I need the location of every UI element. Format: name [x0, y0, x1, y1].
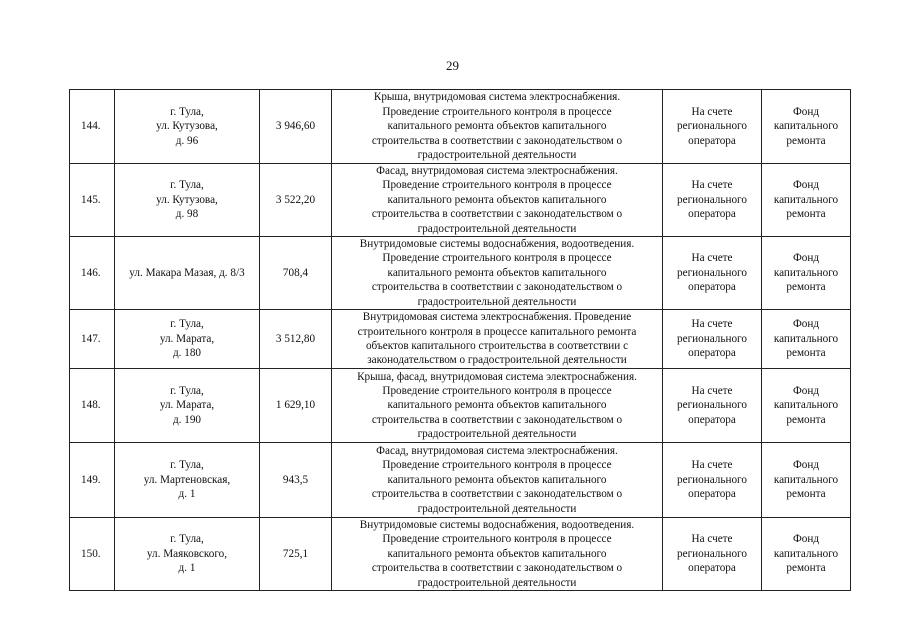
address-cell-line: д. 96 [175, 134, 199, 147]
work-description-cell-line: капитального ремонта объектов капитального [387, 120, 607, 133]
table-row [70, 310, 851, 369]
account-cell-line: регионального [677, 473, 747, 486]
address-cell-line: д. 180 [172, 347, 202, 360]
cost-cell: 3 522,20 [260, 164, 332, 237]
work-description-cell-line: капитального ремонта объектов капитального [387, 266, 607, 279]
funding-source-cell [762, 237, 851, 310]
account-cell-line: оператора [688, 562, 736, 575]
funding-source-cell-line: капитального [773, 399, 839, 412]
address-cell-line: д. 190 [172, 413, 202, 426]
work-description-cell-line: Внутридомовые системы водоснабжения, водоотведения. [359, 519, 635, 532]
work-description-cell-line: градостроительной деятельности [417, 222, 577, 235]
address-cell-line: д. 1 [178, 488, 196, 501]
account-cell [663, 237, 762, 310]
funding-source-cell [762, 164, 851, 237]
funding-source-cell-line: ремонта [786, 347, 826, 360]
address-cell [115, 237, 260, 310]
row-number: 147. [70, 310, 115, 369]
funding-source-cell-line: Фонд [792, 459, 820, 472]
funding-source-cell-line: ремонта [786, 134, 826, 147]
account-cell-line: оператора [688, 208, 736, 221]
row-number: 145. [70, 164, 115, 237]
cost-cell: 725,1 [260, 518, 332, 591]
address-cell-line: г. Тула, [170, 105, 204, 118]
work-description-cell-line: строительства в соответствии с законодательством о [371, 562, 623, 575]
account-cell-line: На счете [691, 252, 733, 265]
address-cell-line: ул. Кутузова, [156, 120, 218, 133]
cost-cell: 708,4 [260, 237, 332, 310]
funding-source-cell-line: Фонд [792, 384, 820, 397]
work-description-cell-line: капитального ремонта объектов капитального [387, 547, 607, 560]
account-cell-line: регионального [677, 547, 747, 560]
funding-source-cell-line: капитального [773, 473, 839, 486]
address-cell-line: ул. Маяковского, [146, 547, 228, 560]
table-body [70, 90, 851, 591]
account-cell [663, 369, 762, 443]
account-cell [663, 518, 762, 591]
funding-source-cell [762, 369, 851, 443]
cost-cell: 3 512,80 [260, 310, 332, 369]
page-number: 29 [446, 58, 459, 73]
work-description-cell-line: строительства в соответствии с законодательством о [371, 488, 623, 501]
work-description-cell [332, 443, 663, 518]
account-cell-line: На счете [691, 459, 733, 472]
work-description-cell-line: Внутридомовая система электроснабжения. Проведение [362, 311, 632, 324]
table-row [70, 237, 851, 310]
table-row [70, 369, 851, 443]
account-cell-line: регионального [677, 332, 747, 345]
funding-source-cell-line: ремонта [786, 488, 826, 501]
account-cell-line: оператора [688, 413, 736, 426]
address-cell [115, 90, 260, 164]
funding-source-cell-line: Фонд [792, 179, 820, 192]
table-row [70, 443, 851, 518]
funding-source-cell-line: Фонд [792, 318, 820, 331]
funding-source-cell-line: Фонд [792, 533, 820, 546]
cost-cell: 3 946,60 [260, 90, 332, 164]
row-number: 148. [70, 369, 115, 443]
address-cell-line: г. Тула, [170, 459, 204, 472]
work-description-cell [332, 164, 663, 237]
work-description-cell-line: Проведение строительного контроля в процессе [382, 105, 612, 118]
address-cell-line: г. Тула, [170, 533, 204, 546]
funding-source-cell-line: капитального [773, 120, 839, 133]
row-number: 146. [70, 237, 115, 310]
cost-cell: 1 629,10 [260, 369, 332, 443]
address-cell-line: г. Тула, [170, 318, 204, 331]
work-description-cell-line: Фасад, внутридомовая система электроснабжения. [376, 445, 618, 458]
account-cell [663, 443, 762, 518]
work-description-cell-line: капитального ремонта объектов капитального [387, 399, 607, 412]
work-description-cell-line: капитального ремонта объектов капитального [387, 473, 607, 486]
work-description-cell-line: строительства в соответствии с законодательством о [371, 281, 623, 294]
work-description-cell-line: Крыша, фасад, внутридомовая система электроснабжения. [357, 370, 637, 383]
work-description-cell [332, 518, 663, 591]
work-description-cell-line: Проведение строительного контроля в процессе [382, 179, 612, 192]
work-description-cell-line: объектов капитального строительства в соответствии с [365, 340, 629, 353]
funding-source-cell-line: капитального [773, 332, 839, 345]
account-cell-line: На счете [691, 384, 733, 397]
account-cell-line: регионального [677, 266, 747, 279]
account-cell [663, 164, 762, 237]
account-cell-line: На счете [691, 179, 733, 192]
address-cell-line: ул. Марата, [159, 399, 215, 412]
work-description-cell-line: Проведение строительного контроля в процессе [382, 533, 612, 546]
address-cell-line: ул. Макара Мазая, д. 8/3 [129, 266, 245, 279]
funding-source-cell-line: ремонта [786, 562, 826, 575]
work-description-cell [332, 369, 663, 443]
address-cell-line: д. 1 [178, 562, 196, 575]
work-description-cell-line: градостроительной деятельности [417, 502, 577, 515]
address-cell [115, 518, 260, 591]
funding-source-cell-line: Фонд [792, 105, 820, 118]
row-number: 144. [70, 90, 115, 164]
row-number: 149. [70, 443, 115, 518]
funding-source-cell [762, 443, 851, 518]
account-cell [663, 310, 762, 369]
work-description-cell-line: законодательством о градостроительной деятельности [367, 354, 627, 367]
work-description-cell-line: градостроительной деятельности [417, 149, 577, 162]
work-description-cell [332, 310, 663, 369]
address-cell [115, 310, 260, 369]
account-cell-line: регионального [677, 399, 747, 412]
account-cell-line: оператора [688, 347, 736, 360]
work-description-cell [332, 237, 663, 310]
funding-source-cell-line: капитального [773, 547, 839, 560]
funding-source-cell-line: ремонта [786, 281, 826, 294]
work-description-cell-line: строительства в соответствии с законодательством о [371, 134, 623, 147]
address-cell-line: г. Тула, [170, 179, 204, 192]
work-description-cell-line: Проведение строительного контроля в процессе [382, 252, 612, 265]
account-cell-line: регионального [677, 120, 747, 133]
row-number: 150. [70, 518, 115, 591]
work-description-cell-line: Фасад, внутридомовая система электроснабжения. [376, 165, 618, 177]
funding-source-cell [762, 310, 851, 369]
table-row [70, 518, 851, 591]
repair-table [69, 89, 851, 591]
table-row [70, 164, 851, 237]
funding-source-cell [762, 90, 851, 164]
funding-source-cell-line: ремонта [786, 413, 826, 426]
work-description-cell-line: Внутридомовые системы водоснабжения, водоотведения. [359, 238, 635, 251]
work-description-cell-line: капитального ремонта объектов капитального [387, 193, 607, 206]
table-row [70, 90, 851, 164]
work-description-cell-line: градостроительной деятельности [417, 576, 577, 589]
address-cell-line: ул. Мартеновская, [143, 473, 231, 486]
work-description-cell-line: Крыша, внутридомовая система электроснабжения. [373, 91, 621, 104]
funding-source-cell-line: капитального [773, 266, 839, 279]
cost-cell: 943,5 [260, 443, 332, 518]
account-cell-line: оператора [688, 488, 736, 501]
address-cell [115, 443, 260, 518]
address-cell [115, 164, 260, 237]
funding-source-cell-line: ремонта [786, 208, 826, 221]
work-description-cell-line: Проведение строительного контроля в процессе [382, 459, 612, 472]
account-cell-line: регионального [677, 193, 747, 206]
account-cell-line: оператора [688, 134, 736, 147]
funding-source-cell [762, 518, 851, 591]
address-cell-line: г. Тула, [170, 384, 204, 397]
work-description-cell-line: строительства в соответствии с законодательством о [371, 413, 623, 426]
work-description-cell-line: строительства в соответствии с законодательством о [371, 208, 623, 221]
account-cell [663, 90, 762, 164]
account-cell-line: На счете [691, 318, 733, 331]
address-cell-line: ул. Марата, [159, 332, 215, 345]
account-cell-line: оператора [688, 281, 736, 294]
work-description-cell-line: градостроительной деятельности [417, 428, 577, 441]
account-cell-line: На счете [691, 533, 733, 546]
work-description-cell-line: градостроительной деятельности [417, 295, 577, 308]
work-description-cell [332, 90, 663, 164]
address-cell-line: ул. Кутузова, [156, 193, 218, 206]
funding-source-cell-line: Фонд [792, 252, 820, 265]
address-cell [115, 369, 260, 443]
work-description-cell-line: строительного контроля в процессе капитального ремонта [357, 325, 637, 338]
address-cell-line: д. 98 [175, 208, 199, 221]
work-description-cell-line: Проведение строительного контроля в процессе [382, 384, 612, 397]
funding-source-cell-line: капитального [773, 193, 839, 206]
account-cell-line: На счете [691, 105, 733, 118]
